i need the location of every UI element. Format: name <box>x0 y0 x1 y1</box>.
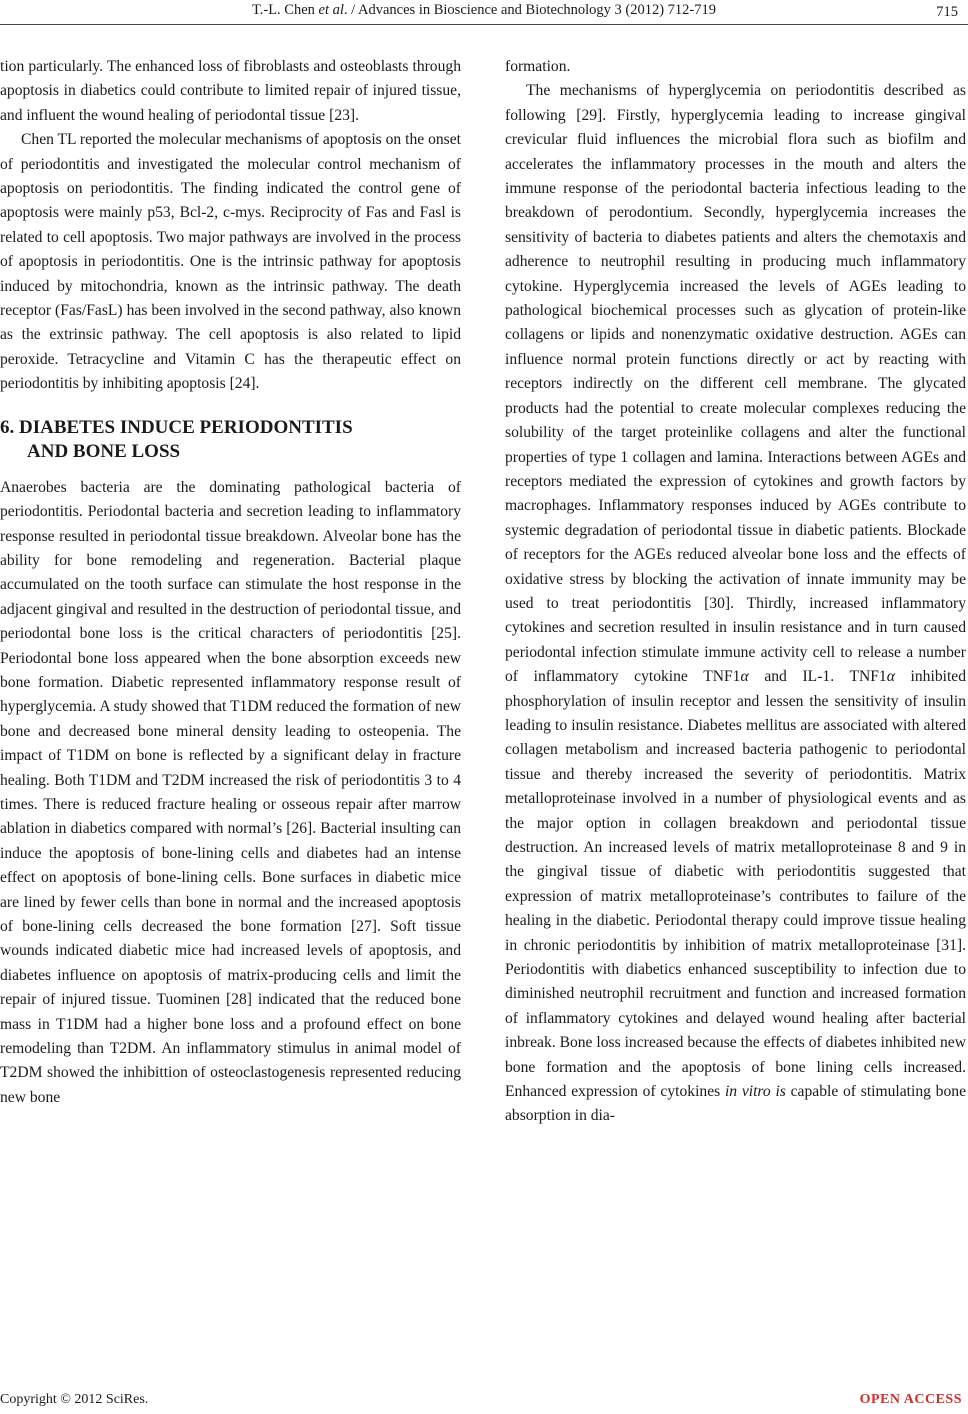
header-journal-ref: . / Advances in Bioscience and Biotechnology 3 (2012) 712-719 <box>343 2 717 18</box>
mechanisms-text-4: capable of stimulating bone absorption in dia- <box>505 1083 966 1125</box>
header-rule <box>0 24 968 25</box>
section-heading-line1: 6. DIABETES INDUCE PERIODONTITIS <box>0 416 353 438</box>
alpha-symbol: α <box>740 668 749 686</box>
paragraph-apoptosis: Chen TL reported the molecular mechanisms of apoptosis on the onset of periodontitis and investigated the molecular control mechanism of apoptosis on periodontitis. The finding indicated the control gene of apoptosis were mainly p53, Bcl-2, c-mys. Reciprocity of Fas and Fasl is related to cell apoptosis. Two major pathways are involved in the process of apoptosis in periodontitis. One is the intrinsic pathway for apoptosis induced by mitochondria, known as the intrinsic pathway. The death receptor (Fas/FasL) has been involved in the second pathway, also known as the extrinsic pathway. The cell apoptosis is also related to lipid peroxide. Tetracycline and Vitamin C has the therapeutic effect on periodontitis by inhibiting apoptosis [24]. <box>0 131 461 393</box>
page-number: 715 <box>936 4 958 20</box>
header-et-al: et al <box>318 2 344 18</box>
page-footer <box>0 1392 968 1410</box>
paragraph-mechanisms <box>505 79 966 1128</box>
mechanisms-text-1: The mechanisms of hyperglycemia on periodontitis described as following [29]. Firstly, hyperglycemia leading to increase gingival crevicular fluid influences the microbial flora such as biofilm and accelerates the inflammatory processes in the mouth and alters the immune response of the periodontal bacteria infectious leading to the breakdown of perodontium. Secondly, hyperglycemia increases the sensitivity of bacteria to diabetes patients and alters the chemotaxis and adherence to neutrophil resulting in producing much inflammatory cytokine. Hyperglycemia increased the levels of AGEs leading to pathological biochemical processes such as glycation of protein-like collagens or lipids and nonenzymatic oxidative destruction. AGEs can influence normal protein functions directly or act by reacting with receptors indirectly on the different cell membrane. The glycated products had the potential to create molecular complexes reducing the solubility of the target proteinlike collagens and alter the functional properties of type 1 collagen and lamina. Interactions between AGEs and receptors mediated the expression of cytokines and growth factors by macrophages. Inflammatory responses induced by AGEs contribute to systemic degradation of periodontal tissue in diabetic patients. Blockade of receptors for the AGEs reduced alveolar bone loss and the effects of oxidative stress by blocking the activation of innate immunity may be used to treat periodontitis [30]. Thirdly, increased inflammatory cytokines and secretion resulted in insulin resistance and in turn caused periodontal infection stimulate immune activity cell to release a number of inflammatory cytokine TNF1 <box>505 82 966 686</box>
paragraph-formation: formation. <box>505 58 571 75</box>
open-access-label: OPEN ACCESS <box>859 1392 962 1407</box>
header-authors: T.-L. Chen <box>251 2 319 18</box>
left-column <box>0 55 461 1110</box>
mechanisms-text-2: and IL-1. TNF1 <box>748 668 887 686</box>
section-heading-line2: AND BONE LOSS <box>27 440 181 462</box>
mechanisms-text-3: inhibited phosphorylation of insulin receptor and lessen the sensitivity of insulin leading to insulin resistance. Diabetes mellitus are associated with altered collagen metabolism and increased bacteria pathogenic to periodontal tissue and thereby increased the severity of periodontitis. Matrix metalloproteinase involved in a number of physiological events and as the major option in collagen breakdown and periodontal tissue destruction. An increased levels of matrix metalloproteinase 8 and 9 in the gingival tissue of diabetic with periodontitis suggested that expression of matrix metalloproteinase’s contributes to failure of the healing in the diabetic. Periodontal therapy could improve tissue healing in chronic periodontitis by inhibition of matrix metalloproteinase [31]. Periodontitis with diabetics enhanced susceptibility to infection due to diminished neutrophil recruitment and function and increased formation of inflammatory cytokines and delayed wound healing after bacterial inbreak. Bone loss increased because the effects of diabetes inhibited new bone formation and the apoptosis of bone lining cells increased. Enhanced expression of cytokines <box>505 668 966 1101</box>
paragraph-continued: tion particularly. The enhanced loss of fibroblasts and osteoblasts through apoptosis in diabetics could contribute to limited repair of injured tissue, and influent the wound healing of periodontal tissue [23]. <box>0 58 461 124</box>
running-header <box>0 0 968 22</box>
right-column <box>505 55 966 1129</box>
running-title <box>0 2 968 19</box>
in-vitro-italic: in vitro is <box>724 1083 786 1101</box>
copyright-notice: Copyright © 2012 SciRes. <box>0 1392 149 1407</box>
paragraph-bone-loss: Anaerobes bacteria are the dominating pathological bacteria of periodontitis. Periodontal bacteria and secretion leading to inflammatory response resulted in periodontal tissue breakdown. Alveolar bone has the ability for bone remodeling and regeneration. Bacterial plaque accumulated on the tooth surface can stimulate the host response in the adjacent gingival and resulted in the destruction of periodontal tissue, and periodontal bone loss is the critical characters of periodontitis [25]. Periodontal bone loss appeared when the bone absorption exceeds new bone formation. Diabetic represented inflammatory response result of hyperglycemia. A study showed that T1DM reduced the formation of new bone and decreased bone mineral density leading to osteopenia. The impact of T1DM on bone is reflected by a significant delay in fracture healing. Both T1DM and T2DM increased the risk of periodontitis 3 to 4 times. There is reduced fracture healing or osseous repair after marrow ablation in diabetics compared with normal’s [26]. Bacterial insulting can induce the apoptosis of bone-lining cells and diabetes had an intense effect on apoptosis of bone-lining cells. Bone surfaces in diabetic mice are lined by fewer cells than bone in normal and the increased apoptosis of bone-lining cells decreased the bone formation [27]. Soft tissue wounds indicated diabetic mice had increased levels of apoptosis, and diabetes influence on apoptosis of matrix-producing cells and limit the repair of injured tissue. Tuominen [28] indicated that the reduced bone mass in T1DM had a higher bone loss and a profound effect on bone remodeling than T2DM. An inflammatory stimulus in animal model of T2DM showed the inhibittion of osteoclastogenesis represented reducing new bone <box>0 478 461 1106</box>
section-heading <box>0 416 461 464</box>
alpha-symbol: α <box>886 668 895 686</box>
